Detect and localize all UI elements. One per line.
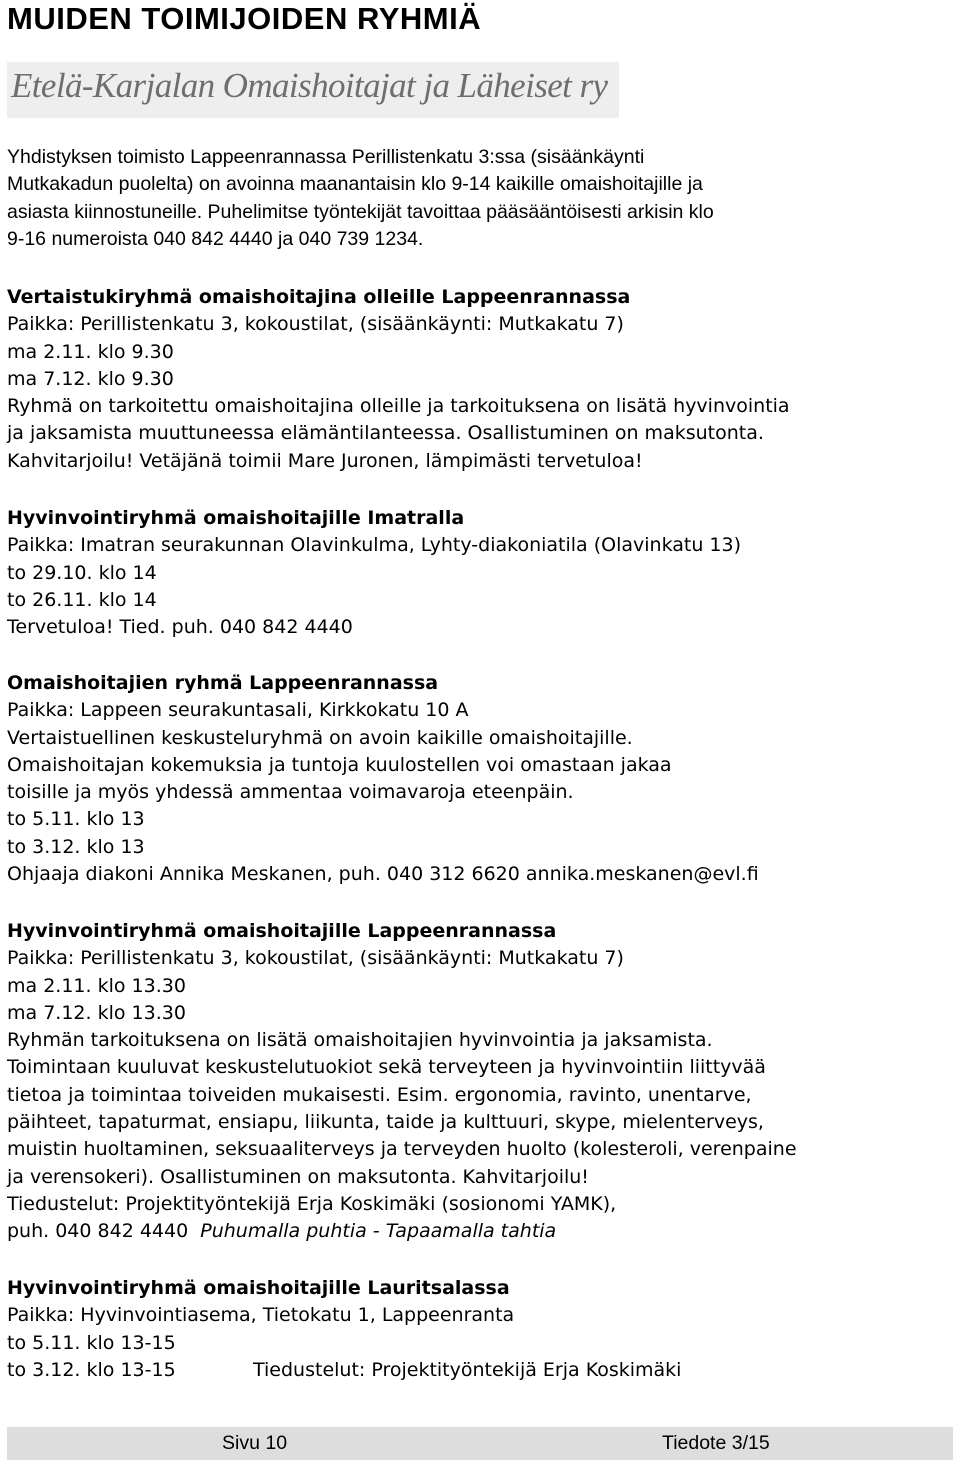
section-line: to 5.11. klo 13-15 [7,1331,176,1354]
slogan: Puhumalla puhtia - Tapaamalla tahtia [200,1220,557,1243]
session-date: to 3.12. klo 13-15 [7,1358,176,1381]
section-line: toisille ja myös yhdessä ammentaa voimavaroja eteenpäin. [7,781,574,804]
section-vertaistukiryhma [7,284,957,475]
section-line: to 5.11. klo 13 [7,808,145,831]
section-line: ja verensokeri). Osallistuminen on maksutonta. Kahvitarjoilu! [7,1165,589,1188]
organization-name: Etelä-Karjalan Omaishoitajat ja Läheiset ry [11,66,608,105]
section-line: to 3.12. klo 13 [7,835,145,858]
section-omaishoitajien-ryhma [7,670,957,888]
section-line: Paikka: Hyvinvointiasema, Tietokatu 1, Lappeenranta [7,1304,515,1327]
section-line: Paikka: Perillistenkatu 3, kokoustilat, (sisäänkäynti: Mutkakatu 7) [7,313,624,336]
intro-paragraph [7,144,952,253]
section-heading: Vertaistukiryhmä omaishoitajina olleille Lappeenrannassa [7,286,631,308]
organization-logo-banner [7,62,619,118]
section-line: Ohjaaja diakoni Annika Meskanen, puh. 040 312 6620 annika.meskanen@evl.fi [7,863,759,886]
section-line: ma 7.12. klo 9.30 [7,367,174,390]
section-line: Paikka: Imatran seurakunnan Olavinkulma, Lyhty-diakoniatila (Olavinkatu 13) [7,534,742,557]
section-line: ma 7.12. klo 13.30 [7,1001,186,1024]
issue-number: Tiedote 3/15 [662,1432,770,1454]
section-line: Paikka: Lappeen seurakuntasali, Kirkkokatu 10 A [7,699,469,722]
section-line: Omaishoitajan kokemuksia ja tuntoja kuulostellen voi omastaan jakaa [7,753,672,776]
page-number: Sivu 10 [222,1432,288,1454]
section-line: muistin huoltaminen, seksuaaliterveys ja terveyden huolto (kolesteroli, verenpaine [7,1138,797,1161]
section-line: ma 2.11. klo 9.30 [7,340,174,363]
page-title: MUIDEN TOIMIJOIDEN RYHMIÄ [7,1,482,36]
section-line: Paikka: Perillistenkatu 3, kokoustilat, (sisäänkäynti: Mutkakatu 7) [7,947,624,970]
section-heading: Hyvinvointiryhmä omaishoitajille Imatralla [7,507,465,529]
intro-line: Mutkakadun puolelta) on avoinna maanantaisin klo 9-14 kaikille omaishoitajille ja [7,173,703,196]
section-line: Tervetuloa! Tied. puh. 040 842 4440 [7,616,353,639]
page-footer [7,1427,953,1460]
intro-line: 9-16 numeroista 040 842 4440 ja 040 739 1234. [7,227,424,250]
section-hyvinvointiryhma-lappeenranta [7,918,957,1246]
section-line: Tiedustelut: Projektityöntekijä Erja Koskimäki (sosionomi YAMK), [7,1192,617,1215]
section-line [7,1218,957,1245]
section-heading: Hyvinvointiryhmä omaishoitajille Lauritsalassa [7,1277,510,1299]
section-line: Toimintaan kuuluvat keskustelutuokiot sekä terveyteen ja hyvinvointiin liittyvää [7,1056,766,1079]
section-line: Kahvitarjoilu! Vetäjänä toimii Mare Juronen, lämpimästi tervetuloa! [7,449,643,472]
section-hyvinvointiryhma-imatra [7,505,957,641]
section-hyvinvointiryhma-lauritsala [7,1275,957,1384]
section-line: ma 2.11. klo 13.30 [7,974,186,997]
section-line: tietoa ja toimintaa toiveiden mukaisesti. Esim. ergonomia, ravinto, unentarve, [7,1083,752,1106]
intro-line: asiasta kiinnostuneille. Puhelimitse työntekijät tavoittaa pääsääntöisesti arkisin klo [7,200,714,223]
contact-phone: puh. 040 842 4440 [7,1220,201,1243]
contact-info: Tiedustelut: Projektityöntekijä Erja Koskimäki [253,1358,682,1381]
section-line: to 26.11. klo 14 [7,588,157,611]
section-line: Vertaistuellinen keskusteluryhmä on avoin kaikille omaishoitajille. [7,726,633,749]
intro-line: Yhdistyksen toimisto Lappeenrannassa Perillistenkatu 3:ssa (sisäänkäynti [7,146,645,168]
section-line: päihteet, tapaturmat, ensiapu, liikunta, taide ja kulttuuri, skype, mielenterveys, [7,1111,764,1134]
section-heading: Hyvinvointiryhmä omaishoitajille Lappeenrannassa [7,920,557,942]
section-heading: Omaishoitajien ryhmä Lappeenrannassa [7,672,439,694]
section-line: Ryhmä on tarkoitettu omaishoitajina olleille ja tarkoituksena on lisätä hyvinvointia [7,395,790,418]
section-line: ja jaksamista muuttuneessa elämäntilanteessa. Osallistuminen on maksutonta. [7,422,764,445]
section-line [7,1357,957,1384]
section-line: to 29.10. klo 14 [7,561,157,584]
section-line: Ryhmän tarkoituksena on lisätä omaishoitajien hyvinvointia ja jaksamista. [7,1029,713,1052]
